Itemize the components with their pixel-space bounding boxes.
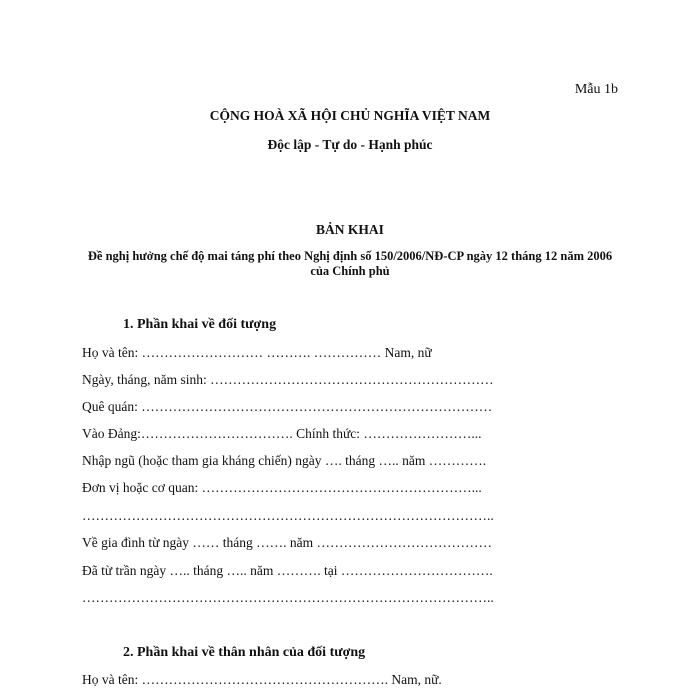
form-code: Mẫu 1b	[574, 82, 618, 97]
section-1-heading: 1. Phần khai về đối tượng	[123, 317, 277, 332]
section-2-heading: 2. Phần khai về thân nhân của đối tượng	[123, 645, 366, 660]
field-unit-or-agency: Đơn vị hoặc cơ quan: ……………………………………………………...	[82, 480, 482, 495]
field-party-admission: Vào Đảng:……………………………. Chính thức: ……………………...	[82, 426, 482, 441]
field-date-of-death: Đã từ trần ngày ….. tháng ….. năm ………. tại …………………………….	[82, 563, 493, 578]
country-name: CỘNG HOÀ XÃ HỘI CHỦ NGHĨA VIỆT NAM	[209, 108, 491, 123]
field-enlistment-date: Nhập ngũ (hoặc tham gia kháng chiến) ngày …. tháng ….. năm ………….	[82, 453, 487, 468]
field-unit-continuation: ………………………………………………………………………………..	[82, 508, 494, 523]
field-return-home-date: Về gia đình từ ngày …… tháng ……. năm …………………………………	[82, 535, 493, 550]
field-relative-full-name: Họ và tên: ………………………………………………. Nam, nữ.	[82, 672, 442, 687]
field-date-of-birth: Ngày, tháng, năm sinh: ………………………………………………………	[82, 372, 494, 387]
document-subtitle: Đề nghị hưởng chế độ mai táng phí theo Nghị định số 150/2006/NĐ-CP ngày 12 tháng 12 năm 2006 của Chính phủ	[87, 249, 613, 278]
field-death-continuation: ………………………………………………………………………………..	[82, 590, 494, 605]
field-hometown: Quê quán: ……………………………………………………………………	[82, 399, 493, 414]
document-title: BẢN KHAI	[316, 222, 384, 237]
national-motto: Độc lập - Tự do - Hạnh phúc	[267, 137, 433, 152]
field-full-name: Họ và tên: ……………………… ………. …………… Nam, nữ	[82, 345, 432, 360]
